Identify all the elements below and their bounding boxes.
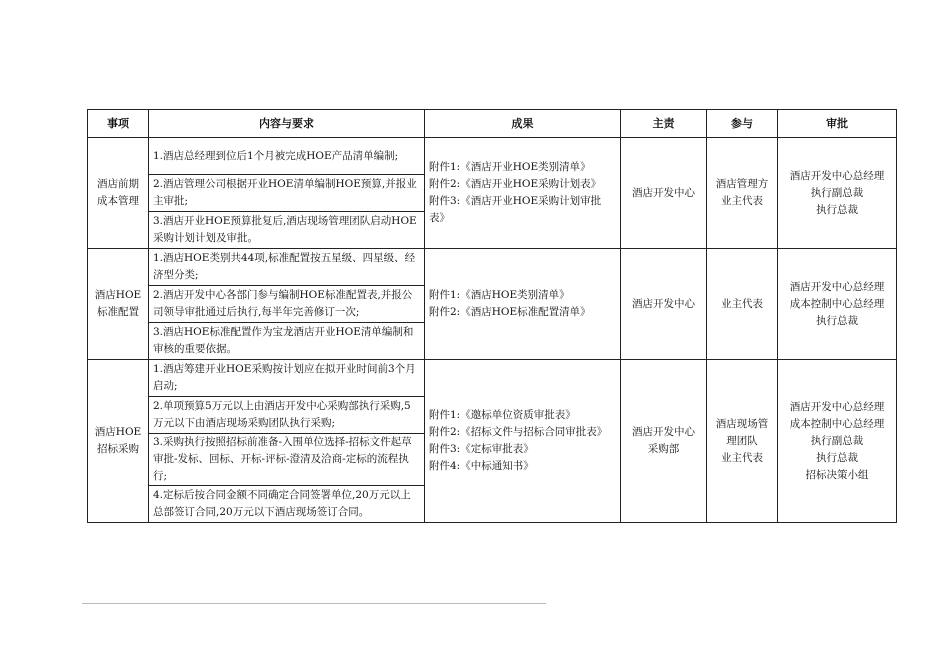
- result-text: 附件3:《定标审批表》: [429, 443, 534, 455]
- requirement-cell: 1.酒店总经理到位后1个月被完成HOE产品清单编制;: [149, 138, 425, 175]
- results-cell: [425, 360, 621, 523]
- owner-text: 酒店开发中心: [632, 426, 695, 438]
- owner-text: 采购部: [647, 443, 680, 455]
- participants-cell: [707, 138, 778, 249]
- approval-text: 酒店开发中心总经理: [789, 280, 885, 293]
- participant-text: 酒店现场管: [715, 417, 769, 430]
- requirement-cell: 2.单项预算5万元以上由酒店开发中心采购部执行采购,5万元以下由酒店现场采购团队执行采购;: [149, 397, 425, 434]
- approval-text: 执行副总裁: [810, 434, 864, 447]
- approval-text: 招标决策小组: [805, 468, 869, 481]
- owner-cell: [621, 138, 707, 249]
- approval-cell: [778, 138, 897, 249]
- item-cell: [88, 249, 149, 360]
- approval-text: 执行总裁: [816, 203, 858, 216]
- result-text: 附件4:《中标通知书》: [429, 460, 534, 472]
- requirement-cell: 3.酒店开业HOE预算批复后,酒店现场管理团队启动HOE采购计划计划及审批。: [149, 212, 425, 249]
- item-text: 酒店HOE: [94, 289, 142, 301]
- participant-text: 理团队: [726, 434, 758, 447]
- participants-cell: [707, 249, 778, 360]
- owner-cell: [621, 249, 707, 360]
- result-text: 附件1:《酒店开业HOE类别清单》: [429, 161, 591, 173]
- header-row: [88, 110, 897, 138]
- footer-divider: [82, 603, 546, 604]
- item-text: 酒店前期: [97, 178, 139, 190]
- header-participants: 参与: [707, 110, 778, 138]
- result-text: 附件1:《邀标单位资质审批表》: [429, 409, 576, 421]
- item-cell: [88, 138, 149, 249]
- result-text: 附件1:《酒店HOE类别清单》: [429, 289, 570, 301]
- results-cell: [425, 138, 621, 249]
- approval-text: 酒店开发中心总经理: [789, 169, 885, 182]
- approval-text: 执行总裁: [816, 314, 858, 327]
- approval-cell: [778, 249, 897, 360]
- table-row: [88, 249, 897, 286]
- header-owner: 主责: [621, 110, 707, 138]
- participant-text: 业主代表: [721, 297, 763, 310]
- table-row: [88, 360, 897, 397]
- header-results: 成果: [425, 110, 621, 138]
- header-item: 事项: [88, 110, 149, 138]
- approval-text: 执行副总裁: [810, 186, 864, 199]
- owner-cell: [621, 360, 707, 523]
- participants-cell: [707, 360, 778, 523]
- table-row: [88, 138, 897, 175]
- approval-cell: [778, 360, 897, 523]
- item-text: 标准配置: [97, 306, 139, 318]
- results-cell: [425, 249, 621, 360]
- header-approval: 审批: [778, 110, 897, 138]
- owner-text: 酒店开发中心: [632, 186, 695, 199]
- participant-text: 业主代表: [721, 195, 763, 207]
- item-text: 招标采购: [97, 443, 139, 455]
- item-text: 成本管理: [97, 195, 139, 207]
- approval-text: 执行总裁: [816, 451, 858, 464]
- hoe-process-table: [87, 109, 897, 523]
- requirement-cell: 3.采购执行按照招标前准备-入围单位选择-招标文件起草审批-发标、回标、开标-评标-澄清及洽商-定标的流程执行;: [149, 434, 425, 486]
- item-text: 酒店HOE: [94, 426, 142, 438]
- requirement-cell: 1.酒店HOE类别共44项,标准配置按五星级、四星级、经济型分类;: [149, 249, 425, 286]
- requirement-cell: 1.酒店筹建开业HOE采购按计划应在拟开业时间前3个月启动;: [149, 360, 425, 397]
- owner-text: 酒店开发中心: [632, 297, 695, 310]
- result-text: 附件2:《酒店HOE标准配置清单》: [429, 306, 591, 318]
- participant-text: 业主代表: [721, 451, 763, 464]
- header-content-requirements: 内容与要求: [149, 110, 425, 138]
- result-text: 附件3:《酒店开业HOE采购计划审批表》: [429, 195, 602, 224]
- participant-text: 酒店管理方: [715, 178, 769, 190]
- requirement-cell: 3.酒店HOE标准配置作为宝龙酒店开业HOE清单编制和审核的重要依据。: [149, 323, 425, 360]
- approval-text: 成本控制中心总经理: [789, 417, 885, 430]
- item-cell: [88, 360, 149, 523]
- result-text: 附件2:《招标文件与招标合同审批表》: [429, 426, 608, 438]
- approval-text: 酒店开发中心总经理: [789, 400, 885, 413]
- result-text: 附件2:《酒店开业HOE采购计划表》: [429, 178, 602, 190]
- requirement-cell: 2.酒店开发中心各部门参与编制HOE标准配置表,并报公司领导审批通过后执行,每半年完善修订一次;: [149, 286, 425, 323]
- approval-text: 成本控制中心总经理: [789, 297, 885, 310]
- requirement-cell: 4.定标后按合同金额不同确定合同签署单位,20万元以上总部签订合同,20万元以下酒店现场签订合同。: [149, 486, 425, 523]
- requirement-cell: 2.酒店管理公司根据开业HOE清单编制HOE预算,并报业主审批;: [149, 175, 425, 212]
